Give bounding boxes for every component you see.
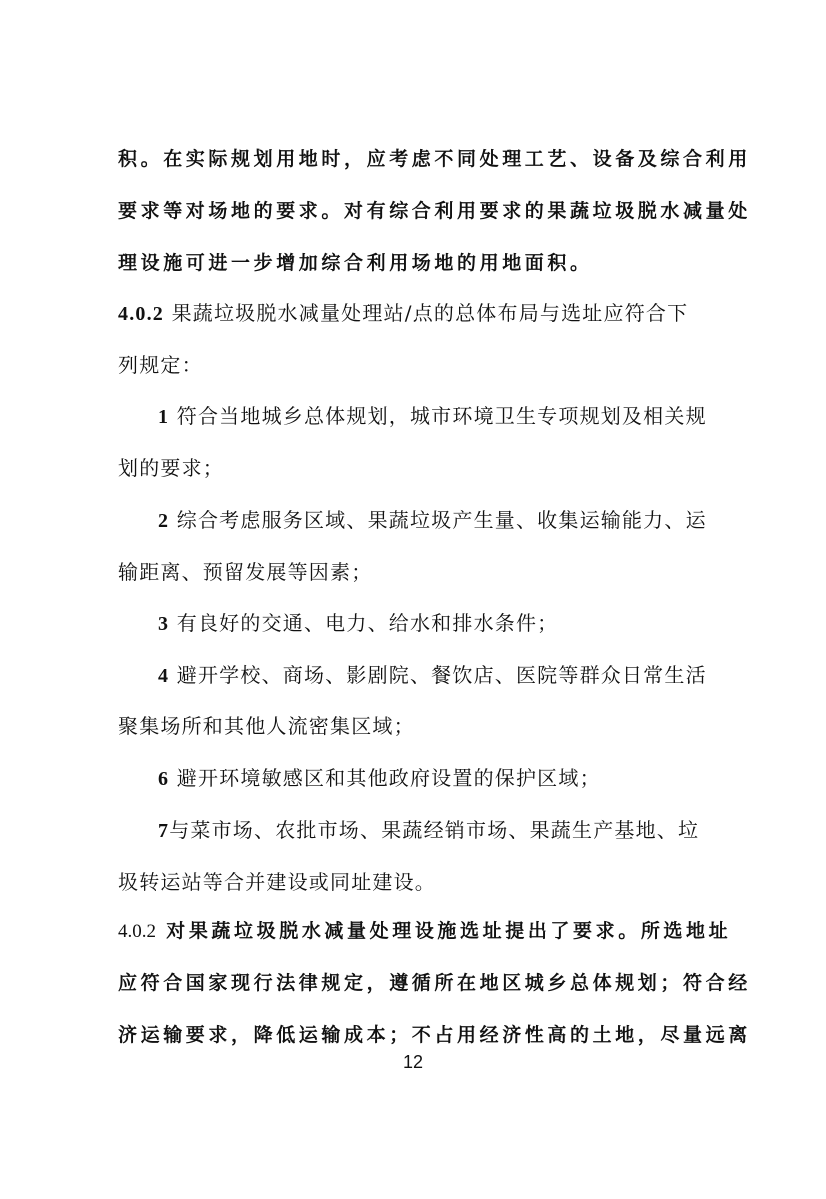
- item-number: 1: [158, 406, 170, 428]
- list-item: [158, 665, 758, 686]
- commentary-line: 积。在实际规划用地时，应考虑不同处理工艺、设备及综合利用: [118, 148, 751, 170]
- item-text: 与菜市场、农批市场、果蔬经销市场、果蔬生产基地、垃: [169, 818, 700, 842]
- item-text: 符合当地城乡总体规划，城市环境卫生专项规划及相关规: [176, 404, 707, 428]
- item-text: 有良好的交通、电力、给水和排水条件；: [176, 611, 559, 635]
- item-number: 7: [158, 820, 170, 842]
- item-text-continued: 划的要求；: [118, 456, 224, 480]
- item-number: 2: [158, 510, 170, 532]
- item-text-continued: 输距离、预留发展等因素；: [118, 560, 373, 584]
- clause-text: 果蔬垃圾脱水减量处理站/点的总体布局与选址应符合下: [171, 301, 689, 325]
- list-item: [158, 820, 758, 841]
- clause-text-continued: 列规定：: [118, 353, 203, 377]
- item-number: 4: [158, 665, 170, 687]
- commentary-line: 对果蔬垃圾脱水减量处理设施选址提出了要求。所选地址: [166, 920, 732, 942]
- list-item: [158, 406, 758, 427]
- commentary-line: 应符合国家现行法律规定，遵循所在地区城乡总体规划；符合经: [118, 972, 751, 994]
- commentary-line: 济运输要求，降低运输成本；不占用经济性高的土地，尽量远离: [118, 1024, 751, 1046]
- page-number: 12: [402, 1052, 424, 1072]
- item-text: 避开环境敏感区和其他政府设置的保护区域；: [176, 766, 601, 790]
- list-item: [158, 613, 758, 634]
- item-number: 3: [158, 613, 170, 635]
- commentary-line: 要求等对场地的要求。对有综合利用要求的果蔬垃圾脱水减量处: [118, 200, 751, 222]
- clause-number: 4.0.2: [118, 303, 164, 325]
- item-text: 综合考虑服务区域、果蔬垃圾产生量、收集运输能力、运: [176, 508, 707, 532]
- item-text: 避开学校、商场、影剧院、餐饮店、医院等群众日常生活: [176, 663, 707, 687]
- list-item: [158, 768, 758, 789]
- item-text-continued: 圾转运站等合并建设或同址建设。: [118, 870, 436, 894]
- item-number: 6: [158, 768, 170, 790]
- commentary-line: 理设施可进一步增加综合利用场地的用地面积。: [118, 252, 593, 274]
- list-item: [158, 510, 758, 531]
- commentary-number: 4.0.2: [118, 921, 156, 942]
- item-text-continued: 聚集场所和其他人流密集区域；: [118, 714, 415, 738]
